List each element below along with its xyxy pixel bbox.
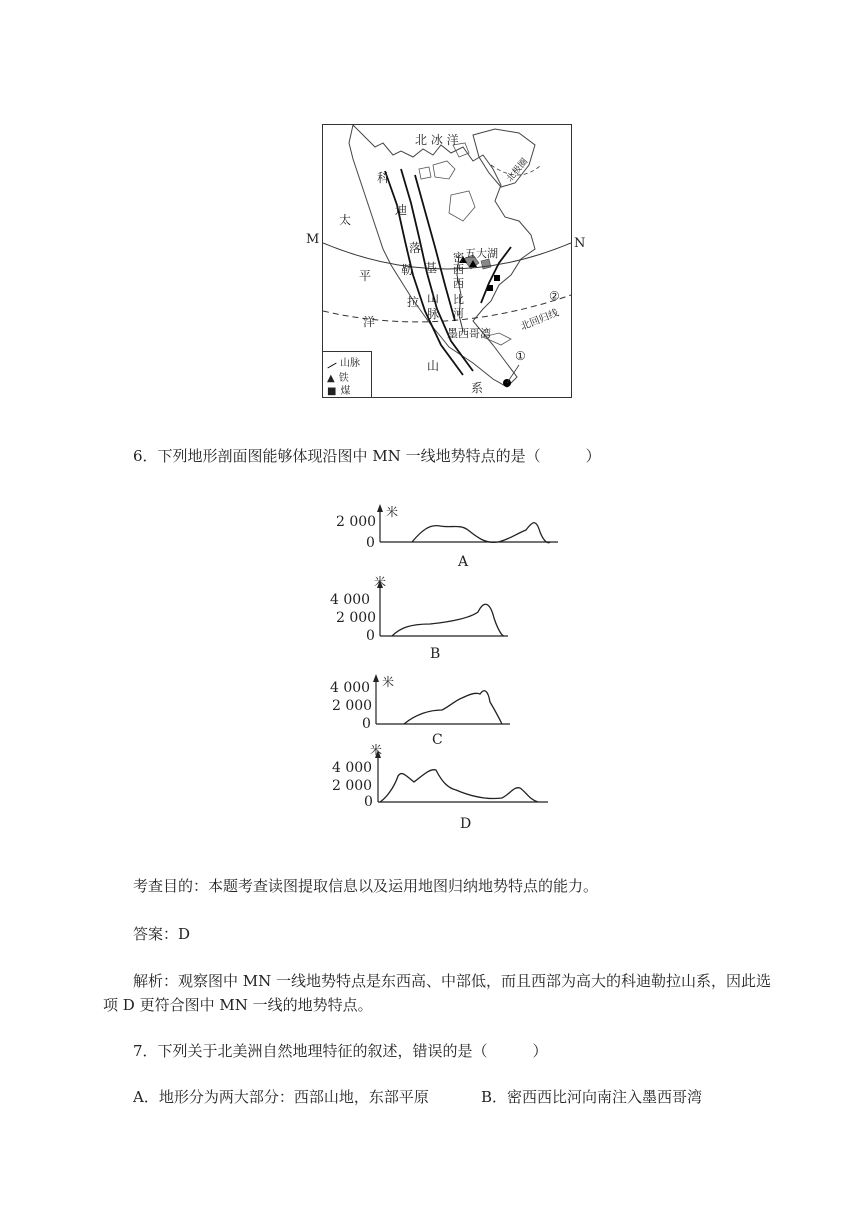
profile-a-unit: 米 <box>386 505 399 519</box>
profile-a-tick-2000: 2 000 <box>336 514 377 530</box>
map-label-great-lakes: 五大湖 <box>465 247 498 260</box>
explanation-line-2: 项 D 更符合图中 MN 一线的地势特点。 <box>103 996 373 1014</box>
map-label-pacific-2: 平 <box>359 269 372 283</box>
map-label-mississippi-3: 西 <box>453 277 464 290</box>
map-label-cordillera-3: 勒 <box>401 263 414 277</box>
profile-b-tick-4000: 4 000 <box>330 592 371 608</box>
map-label-tropic: 北回归线 <box>519 307 561 333</box>
profile-b <box>330 574 570 666</box>
map-label-cordillera-6: 系 <box>471 381 484 395</box>
question-7-option-a: A．地形分为两大部分：西部山地，东部平原 <box>133 1088 429 1106</box>
map-label-pacific-3: 洋 <box>363 315 376 329</box>
legend-coal: ■ 煤 <box>327 386 351 397</box>
profile-d <box>330 742 570 836</box>
map-label-mississippi-2: 西 <box>453 263 464 276</box>
legend-mountain: 山脉 <box>327 354 360 369</box>
map-label-cordillera-2: 迪 <box>395 203 408 217</box>
question-6-text: 6．下列地形剖面图能够体现沿图中 MN 一线地势特点的是（ ） <box>133 447 601 465</box>
profile-d-tick-4000: 4 000 <box>332 760 373 776</box>
profile-a <box>330 500 570 572</box>
profile-c-tick-2000: 2 000 <box>332 698 373 714</box>
map-label-circle-1: ① <box>515 349 526 363</box>
profile-a-letter: A <box>458 554 469 570</box>
profile-d-letter: D <box>460 816 472 832</box>
profile-c-tick-4000: 4 000 <box>330 680 371 696</box>
purpose-text: 考查目的：本题考查读图提取信息以及运用地图归纳地势特点的能力。 <box>133 877 599 895</box>
explanation-line-1: 解析：观察图中 MN 一线地势特点是东西高、中部低，而且西部为高大的科迪勒拉山系，因此选 <box>133 972 772 990</box>
answer-text: 答案：D <box>133 925 191 943</box>
map-label-N: N <box>574 236 586 251</box>
map-legend <box>323 351 372 398</box>
profile-c-letter: C <box>432 732 443 748</box>
map-label-rocky-2: 基 <box>425 261 438 275</box>
map-label-M: M <box>306 232 320 247</box>
map-label-rocky-3: 山 <box>427 291 440 305</box>
map-label-cordillera-4: 拉 <box>407 295 420 309</box>
legend-iron: ▲ 铁 <box>327 373 349 384</box>
map-label-cordillera-1: 科 <box>377 171 390 185</box>
profile-b-letter: B <box>430 646 441 662</box>
profile-b-tick-0: 0 <box>366 628 375 644</box>
profile-c-unit: 米 <box>382 675 395 689</box>
map-label-rocky-4: 脉 <box>427 307 440 321</box>
map-label-circle-2: ② <box>549 289 560 303</box>
profile-b-unit: 米 <box>374 575 387 589</box>
profile-d-unit: 米 <box>370 743 383 757</box>
profile-d-tick-0: 0 <box>364 794 373 810</box>
profile-b-tick-2000: 2 000 <box>336 610 377 626</box>
map-label-mississippi-5: 河 <box>453 307 464 320</box>
map-label-gulf-mexico: 墨西哥湾 <box>447 327 491 340</box>
map-label-rocky-1: 落 <box>409 241 422 255</box>
map-label-mississippi-4: 比 <box>453 293 464 306</box>
north-america-map <box>322 124 572 398</box>
question-7-option-b: B．密西西比河向南注入墨西哥湾 <box>481 1088 703 1106</box>
profile-d-tick-2000: 2 000 <box>332 778 373 794</box>
question-7-text: 7．下列关于北美洲自然地理特征的叙述，错误的是（ ） <box>133 1042 548 1060</box>
map-label-arctic-circle: 北极圈 <box>505 156 531 185</box>
map-label-pacific-1: 太 <box>339 213 352 227</box>
map-label-arctic-ocean: 北 冰 洋 <box>415 133 459 147</box>
profile-c-tick-0: 0 <box>362 716 371 732</box>
profile-c <box>330 670 570 750</box>
map-label-mississippi-1: 密 <box>453 251 464 264</box>
map-label-cordillera-5: 山 <box>427 359 440 373</box>
profile-a-tick-0: 0 <box>366 535 375 551</box>
